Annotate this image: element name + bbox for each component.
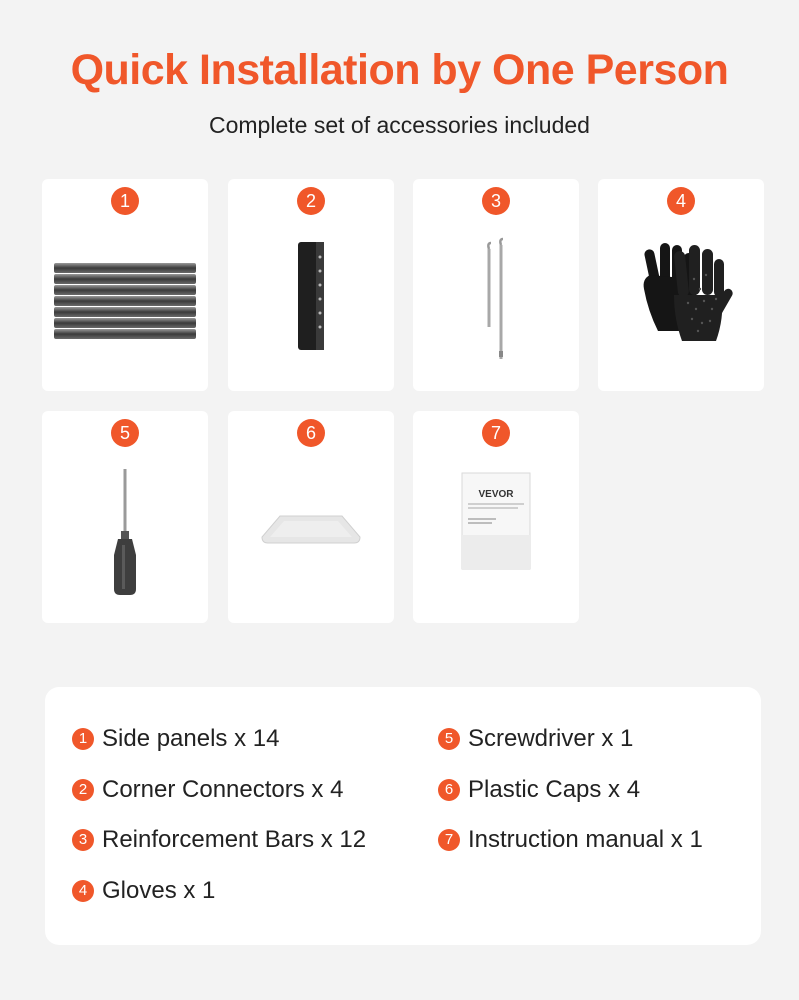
number-badge: 3: [482, 187, 510, 215]
number-badge: 1: [111, 187, 139, 215]
list-item-label: Side panels x 14: [102, 725, 280, 752]
reinforcement-bars-icon: [413, 179, 579, 391]
list-item: [72, 877, 215, 905]
number-badge: 7: [482, 419, 510, 447]
list-item-label: Reinforcement Bars x 12: [102, 826, 367, 853]
list-item: [438, 776, 640, 804]
number-badge: 6: [438, 779, 460, 801]
accessory-card-screwdriver: [42, 411, 208, 623]
number-badge: 5: [111, 419, 139, 447]
accessory-card-gloves: [598, 179, 764, 391]
list-item: [438, 826, 703, 854]
list-item-label: Gloves x 1: [102, 877, 216, 904]
instruction-manual-icon: [413, 411, 579, 623]
number-badge: 4: [667, 187, 695, 215]
accessory-card-plastic-caps: [228, 411, 394, 623]
list-item: [72, 776, 343, 804]
side-panels-icon: [42, 179, 208, 391]
accessory-card-side-panels: [42, 179, 208, 391]
manual-brand-text: VEVOR: [478, 489, 514, 500]
accessory-list: [45, 687, 761, 945]
list-item-label: Screwdriver x 1: [468, 725, 634, 752]
list-item: [72, 725, 279, 753]
accessory-card-reinforcement-bars: [413, 179, 579, 391]
number-badge: 6: [297, 419, 325, 447]
page-subtitle: Complete set of accessories included: [209, 112, 590, 138]
number-badge: 5: [438, 728, 460, 750]
corner-connector-icon: [228, 179, 394, 391]
accessory-card-instruction-manual: [413, 411, 579, 623]
page-title: Quick Installation by One Person: [70, 46, 729, 94]
number-badge: 2: [297, 187, 325, 215]
list-item: [438, 725, 633, 753]
number-badge: 2: [72, 779, 94, 801]
accessory-card-corner-connectors: [228, 179, 394, 391]
number-badge: 4: [72, 880, 94, 902]
list-item-label: Plastic Caps x 4: [468, 776, 641, 803]
plastic-cap-icon: [228, 411, 394, 623]
number-badge: 3: [72, 829, 94, 851]
list-item-label: Instruction manual x 1: [468, 826, 703, 853]
list-item: [72, 826, 366, 854]
screwdriver-icon: [42, 411, 208, 623]
list-item-label: Corner Connectors x 4: [102, 776, 344, 803]
gloves-icon: [598, 179, 764, 391]
number-badge: 7: [438, 829, 460, 851]
number-badge: 1: [72, 728, 94, 750]
